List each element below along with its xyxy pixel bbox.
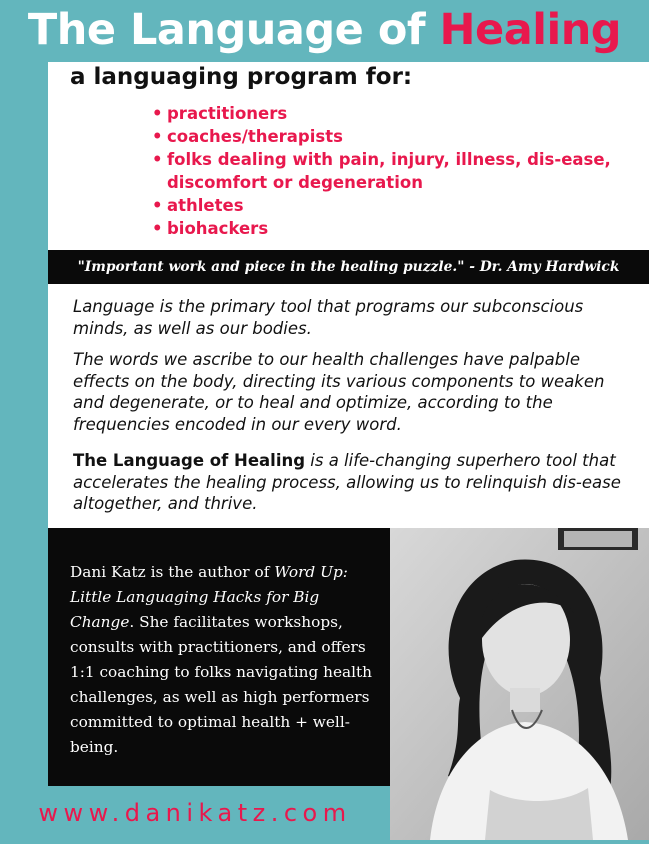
list-item: • folks dealing with pain, injury, illness, dis-ease, discomfort or degeneration xyxy=(152,150,611,192)
author-photo xyxy=(390,528,649,840)
list-item: • athletes xyxy=(152,196,244,215)
bullet-icon: • xyxy=(152,150,163,169)
bullet-icon: • xyxy=(152,196,163,215)
paragraph-language-tool: Language is the primary tool that programs our subconscious minds, as well as our bodies. xyxy=(73,297,584,338)
page-title xyxy=(0,0,649,60)
bullet-icon: • xyxy=(152,219,163,238)
paragraph-words-effects: The words we ascribe to our health challenges have palpable effects on the body, directing its various components to weaken and degenerate, or to heal and optimize, according to the frequencies encoded in our every word. xyxy=(73,350,605,434)
program-heading: a languaging program for: xyxy=(70,64,413,90)
testimonial-quote: "Important work and piece in the healing puzzle." - Dr. Amy Hardwick xyxy=(48,250,649,284)
audience-list xyxy=(152,102,622,240)
title-accent-text: Healing xyxy=(439,5,622,55)
bullet-icon: • xyxy=(152,104,163,123)
book-title: Word Up: Little Languaging Hacks for Big Change xyxy=(70,563,348,631)
list-item: • coaches/therapists xyxy=(152,127,343,146)
program-name: The Language of Healing xyxy=(73,451,306,470)
author-bio: Dani Katz is the author of Word Up: Little Languaging Hacks for Big Change. She facilitates workshops, consults with practitioners, and offers 1:1 coaching to folks navigating health challenges, as well as high performers committed to optimal health + well-being. xyxy=(70,563,373,756)
author-portrait-image xyxy=(390,528,649,840)
website-link[interactable]: www.danikatz.com xyxy=(38,799,352,827)
list-item: • biohackers xyxy=(152,219,269,238)
list-item: • practitioners xyxy=(152,104,288,123)
bullet-icon: • xyxy=(152,127,163,146)
paragraph-program-description: The Language of Healing is a life-changing superhero tool that accelerates the healing process, allowing us to relinquish dis-ease altogether, and thrive. xyxy=(73,451,621,513)
title-main-text: The Language of xyxy=(27,5,440,55)
